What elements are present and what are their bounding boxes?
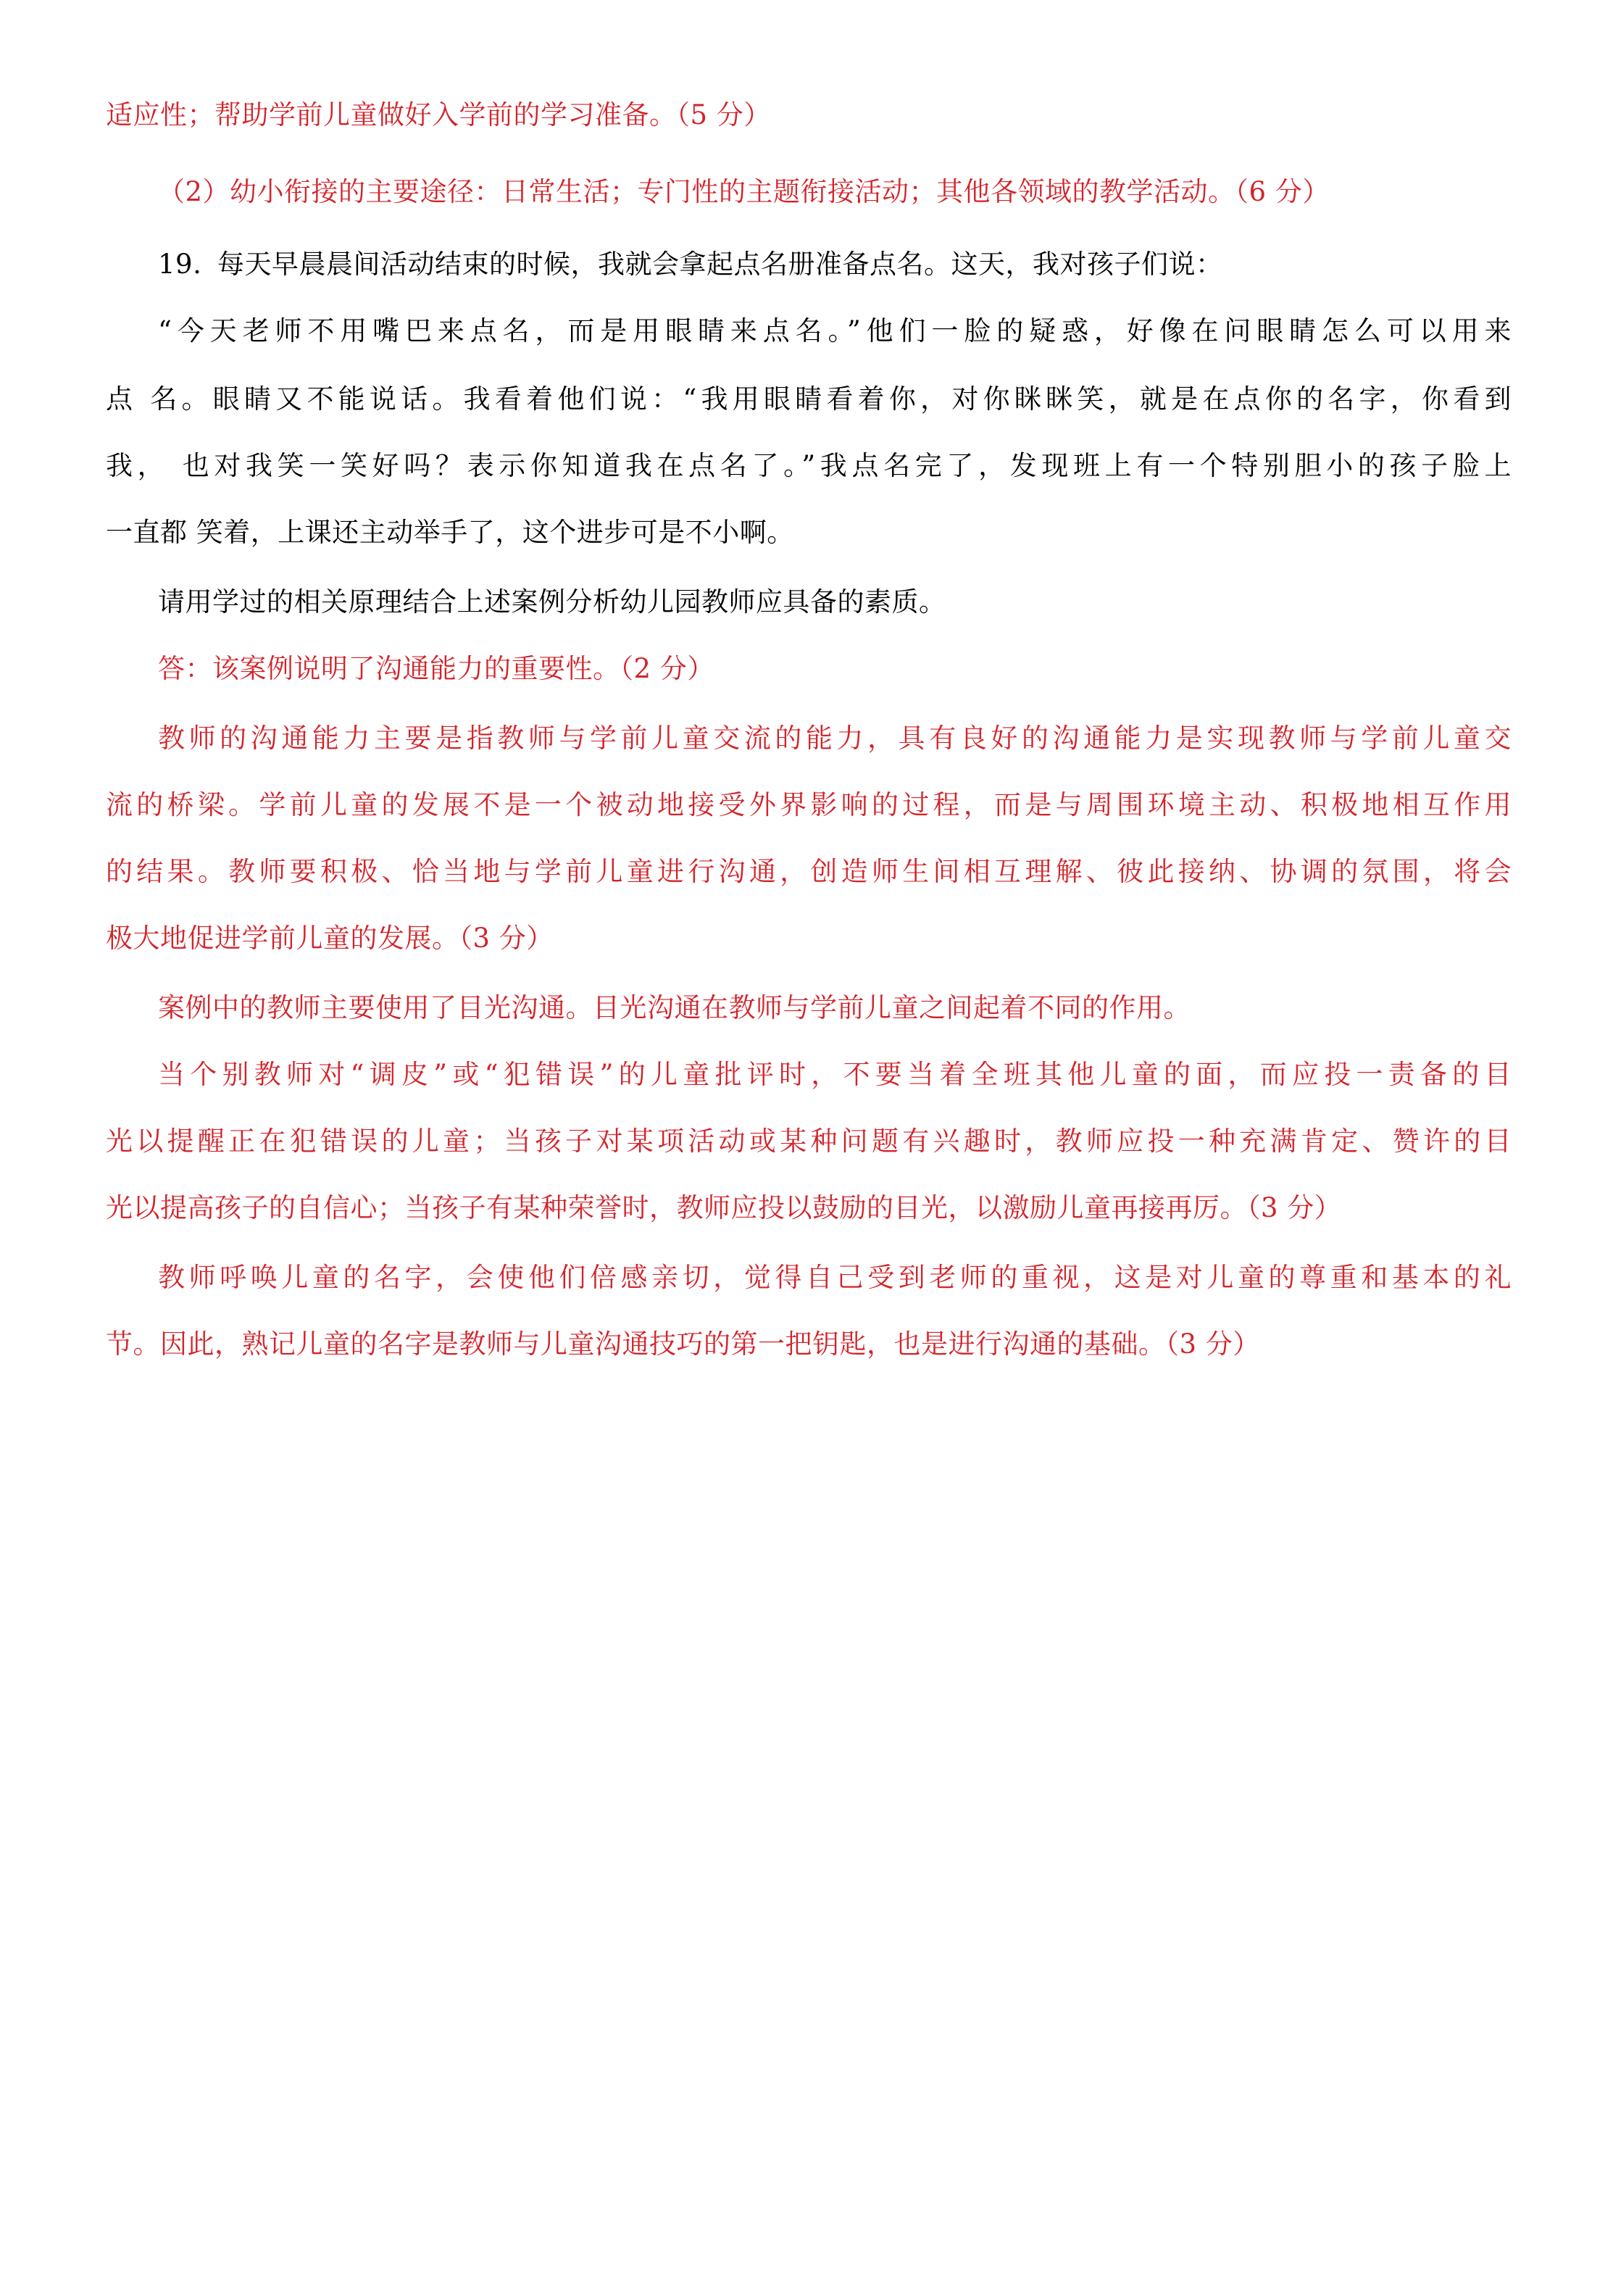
case-text-line: 我， 也对我笑一笑好吗？表示你知道我在点名了。”我点名完了，发现班上有一个特别胆小的孩子脸上 — [106, 450, 1512, 481]
answer-line: 光以提高孩子的自信心；当孩子有某种荣誉时，教师应投以鼓励的目光，以激励儿童再接再厉。（3 分） — [106, 1192, 1342, 1223]
question-number: 19. — [158, 249, 202, 280]
answer-line: 答：该案例说明了沟通能力的重要性。（2 分） — [158, 653, 714, 684]
answer-line: 光以提醒正在犯错误的儿童；当孩子对某项活动或某种问题有兴趣时，教师应投一种充满肯定、赞许的目 — [106, 1126, 1512, 1157]
case-text-line: “今天老师不用嘴巴来点名，而是用眼睛来点名。”他们一脸的疑惑，好像在问眼睛怎么可以用来 — [158, 315, 1512, 346]
case-text-line: 点 名。眼睛又不能说话。我看着他们说：“我用眼睛看着你，对你眯眯笑，就是在点你的名字，你看到 — [106, 383, 1512, 415]
answer-line: 教师呼唤儿童的名字，会使他们倍感亲切，觉得自己受到老师的重视，这是对儿童的尊重和基本的礼 — [158, 1262, 1512, 1293]
answer-part-2: （2）幼小衔接的主要途径：日常生活；专门性的主题衔接活动；其他各领域的教学活动。（6 分） — [158, 176, 1330, 207]
answer-line: 的结果。教师要积极、恰当地与学前儿童进行沟通，创造师生间相互理解、彼此接纳、协调的氛围，将会 — [106, 856, 1512, 887]
answer-line: 教师的沟通能力主要是指教师与学前儿童交流的能力，具有良好的沟通能力是实现教师与学前儿童交 — [158, 723, 1512, 754]
answer-line: 流的桥梁。学前儿童的发展不是一个被动地接受外界影响的过程，而是与周围环境主动、积极地相互作用 — [106, 789, 1512, 820]
answer-line: 极大地促进学前儿童的发展。（3 分） — [106, 923, 554, 954]
question-prompt: 请用学过的相关原理结合上述案例分析幼儿园教师应具备的素质。 — [158, 586, 946, 617]
answer-line: 节。因此，熟记儿童的名字是教师与儿童沟通技巧的第一把钥匙，也是进行沟通的基础。（3 分） — [106, 1328, 1260, 1360]
case-text-line: 一直都 笑着，上课还主动举手了，这个进步可是不小啊。 — [106, 517, 794, 548]
answer-line: 当个别教师对“调皮”或“犯错误”的儿童批评时，不要当着全班其他儿童的面，而应投一责备的目 — [158, 1059, 1512, 1090]
case-text-line: 每天早晨晨间活动结束的时候，我就会拿起点名册准备点名。这天，我对孩子们说： — [217, 249, 1223, 280]
answer-continuation: 适应性；帮助学前儿童做好入学前的学习准备。（5 分） — [106, 99, 771, 130]
answer-line: 案例中的教师主要使用了目光沟通。目光沟通在教师与学前儿童之间起着不同的作用。 — [158, 992, 1191, 1023]
